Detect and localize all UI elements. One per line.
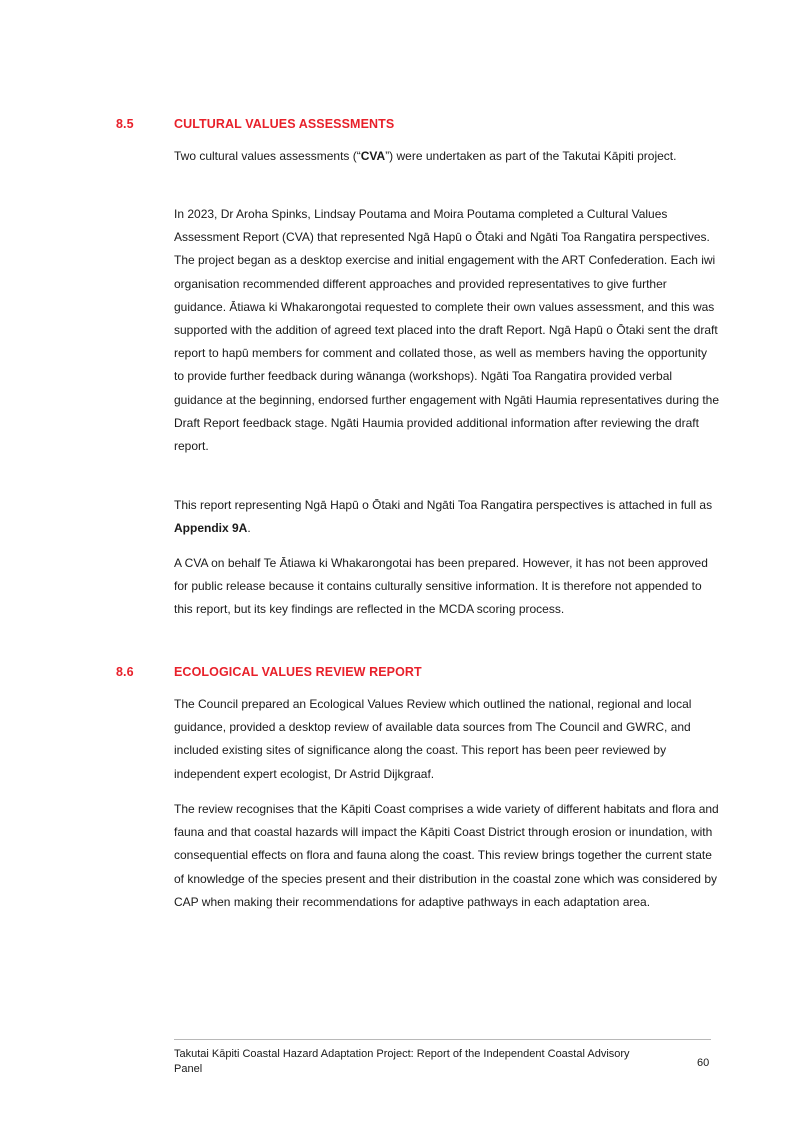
paragraph-text: ”) were undertaken as part of the Takutai Kāpiti project. [385,149,677,163]
paragraph-text: . [247,521,251,536]
paragraph-text: Two cultural values assessments (“ [174,149,361,163]
paragraph [174,145,719,168]
appendix-reference: Appendix 9A [174,521,248,536]
paragraph-text: This report representing Ngā Hapū o Ōtaki and Ngāti Toa Rangatira perspectives is attached in full as [174,498,713,512]
paragraph: In 2023, Dr Aroha Spinks, Lindsay Poutama and Moira Poutama completed a Cultural Values Assessment Report (CVA) that represented Ngā Hapū o Ōtaki and Ngāti Toa Rangatira perspectives. The project began as a desktop exercise and initial engagement with the ART Confederation. Each iwi organisation recommended different approaches and provided representatives to give further guidance. Ātiawa ki Whakarongotai requested to complete their own values assessment, and this was supported with the addition of agreed text placed into the draft Report. Ngā Hapū o Ōtaki sent the draft report to hapū members for comment and collated those, as well as members having the opportunity to provide further feedback during wānanga (workshops). Ngāti Toa Rangatira provided verbal guidance at the beginning, endorsed further engagement with Ngāti Haumia representatives during the Draft Report feedback stage. Ngāti Haumia provided additional information after reviewing the draft report. [174,207,720,454]
footer-divider [174,1039,711,1040]
paragraph: The review recognises that the Kāpiti Coast comprises a wide variety of different habitats and flora and fauna and that coastal hazards will impact the Kāpiti Coast District through erosion or inundation, with consequential effects on flora and fauna along the coast. This review brings together the current state of knowledge of the species present and their distribution in the coastal zone which was considered by CAP when making their recommendations for adaptive pathways in each adaptation area. [174,802,719,909]
footer-title: Takutai Kāpiti Coastal Hazard Adaptation Project: Report of the Independent Coastal Advisory Panel [174,1048,630,1075]
section-title: CULTURAL VALUES ASSESSMENTS [174,117,395,131]
bold-term: CVA [360,149,386,163]
page-number: 60 [697,1057,710,1069]
paragraph: The Council prepared an Ecological Values Review which outlined the national, regional and local guidance, provided a desktop review of available data sources from The Council and GWRC, and included existing sites of significance along the coast. This report has been peer reviewed by independent expert ecologist, Dr Astrid Dijkgraaf. [174,697,692,781]
section-number: 8.6 [116,665,134,679]
paragraph [174,494,719,540]
section-number: 8.5 [116,117,134,131]
section-title: ECOLOGICAL VALUES REVIEW REPORT [174,665,422,679]
paragraph: A CVA on behalf Te Ātiawa ki Whakarongotai has been prepared. However, it has not been approved for public release because it contains culturally sensitive information. It is therefore not appended to this report, but its key findings are reflected in the MCDA scoring process. [174,556,708,617]
